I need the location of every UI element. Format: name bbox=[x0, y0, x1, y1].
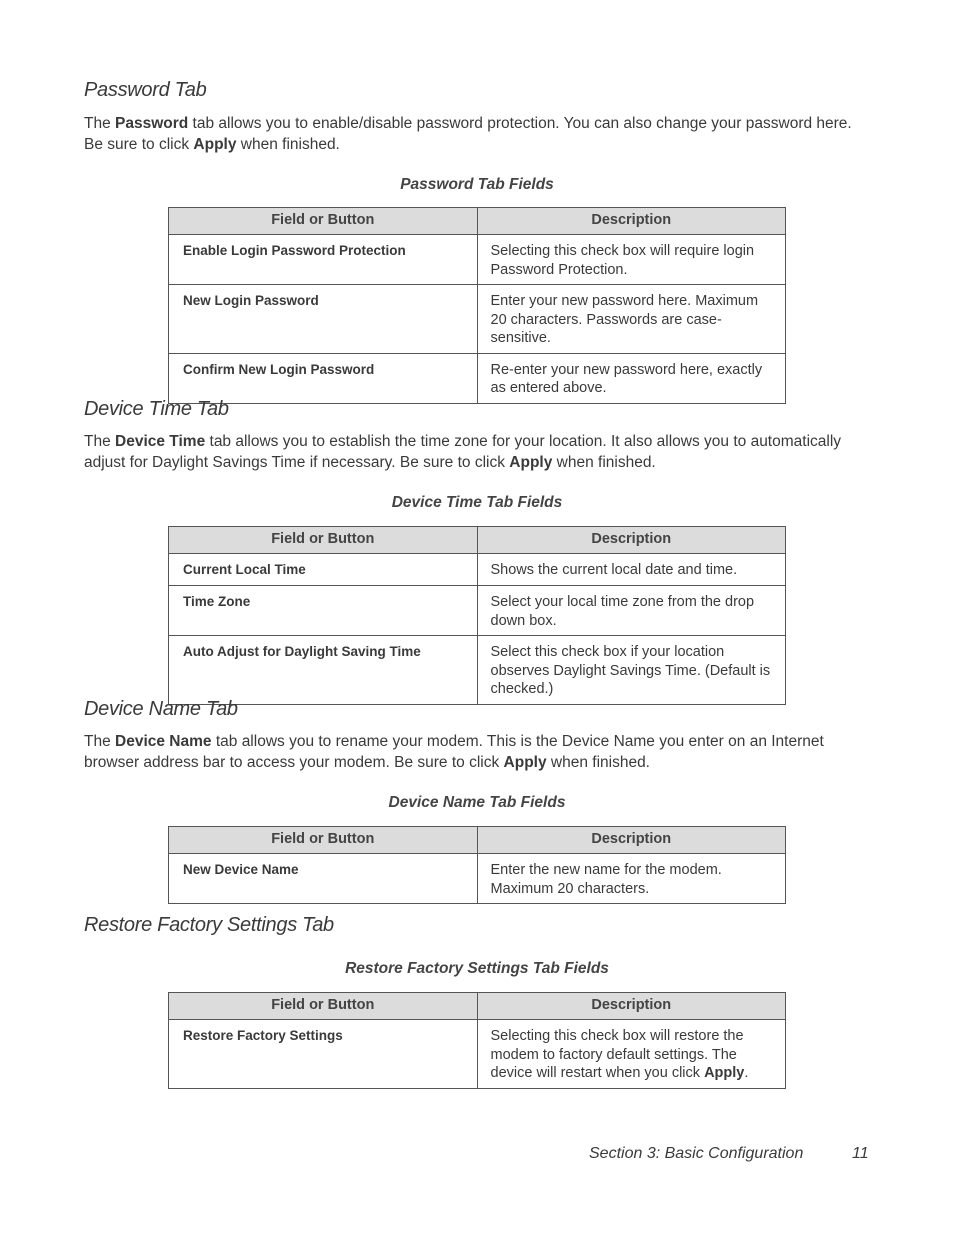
text-run: The bbox=[84, 733, 116, 750]
column-header-field: Field or Button bbox=[169, 827, 478, 854]
field-name-cell: Time Zone bbox=[169, 586, 478, 636]
section-heading-device-name: Device Name Tab bbox=[84, 698, 238, 720]
table-row bbox=[169, 636, 786, 705]
text-run: Selecting this check box will restore the modem to factory default settings. The device will restart when you click bbox=[490, 1028, 744, 1081]
table-row bbox=[169, 854, 786, 904]
text-run: Enter the new name for the modem. Maximum 20 characters. bbox=[490, 862, 722, 897]
text-run: Shows the current local date and time. bbox=[490, 562, 738, 578]
fields-table-device-time bbox=[168, 526, 786, 705]
text-run: Enter your new password here. Maximum 20 characters. Passwords are case-sensitive. bbox=[490, 293, 759, 346]
field-description-cell bbox=[477, 285, 786, 354]
table-row bbox=[169, 586, 786, 636]
field-description-cell bbox=[477, 1020, 786, 1089]
text-run: tab allows you to establish the time zone for your location. It also allows you to automatically adjust for Daylight Savings Time if necessary. Be sure to click bbox=[84, 433, 842, 471]
table-caption-device-name: Device Name Tab Fields bbox=[388, 794, 566, 811]
field-name-cell: New Login Password bbox=[169, 285, 478, 354]
table-row bbox=[169, 285, 786, 354]
section-intro-password bbox=[84, 113, 874, 155]
field-name-cell: Confirm New Login Password bbox=[169, 353, 478, 403]
table-row bbox=[169, 235, 786, 285]
field-description-cell bbox=[477, 554, 786, 586]
table-header-row bbox=[169, 993, 786, 1020]
bold-term: Device Time bbox=[115, 433, 206, 450]
text-run: Select this check box if your location observes Daylight Savings Time. (Default is checked.) bbox=[490, 644, 771, 697]
field-name-cell: Enable Login Password Protection bbox=[169, 235, 478, 285]
table-row bbox=[169, 353, 786, 403]
section-intro-device-name bbox=[84, 731, 874, 773]
table-header-row bbox=[169, 827, 786, 854]
table-row bbox=[169, 1020, 786, 1089]
field-name-cell: Auto Adjust for Daylight Saving Time bbox=[169, 636, 478, 705]
field-description-cell bbox=[477, 353, 786, 403]
section-heading-password: Password Tab bbox=[84, 79, 207, 101]
field-description-cell bbox=[477, 235, 786, 285]
column-header-description: Description bbox=[477, 527, 786, 554]
column-header-description: Description bbox=[477, 827, 786, 854]
field-description-cell bbox=[477, 586, 786, 636]
text-run: Re-enter your new password here, exactly as entered above. bbox=[490, 361, 763, 396]
table-header-row bbox=[169, 527, 786, 554]
bold-term: Password bbox=[115, 115, 189, 132]
column-header-field: Field or Button bbox=[169, 527, 478, 554]
footer-page-number: 11 bbox=[852, 1145, 869, 1162]
bold-term: Apply bbox=[503, 754, 547, 771]
section-intro-device-time bbox=[84, 431, 874, 473]
text-run: Selecting this check box will require login Password Protection. bbox=[490, 243, 755, 278]
bold-term: Apply bbox=[509, 454, 553, 471]
field-description-cell bbox=[477, 854, 786, 904]
table-caption-device-time: Device Time Tab Fields bbox=[391, 494, 563, 511]
text-run: when finished. bbox=[552, 454, 656, 471]
field-name-cell: Current Local Time bbox=[169, 554, 478, 586]
bold-term: Apply bbox=[704, 1065, 745, 1081]
table-caption-password: Password Tab Fields bbox=[400, 176, 554, 193]
text-run: when finished. bbox=[236, 136, 340, 153]
text-run: tab allows you to rename your modem. This is the Device Name you enter on an Internet browser address bar to access your modem. Be sure to click bbox=[84, 733, 824, 771]
fields-table-password bbox=[168, 207, 786, 404]
table-caption-restore: Restore Factory Settings Tab Fields bbox=[345, 960, 609, 977]
text-run: when finished. bbox=[546, 754, 650, 771]
text-run: Select your local time zone from the drop down box. bbox=[490, 594, 755, 629]
table-row bbox=[169, 554, 786, 586]
text-run: tab allows you to enable/disable password protection. You can also change your password here. Be sure to click bbox=[84, 115, 852, 153]
column-header-field: Field or Button bbox=[169, 208, 478, 235]
field-name-cell: Restore Factory Settings bbox=[169, 1020, 478, 1089]
text-run: The bbox=[84, 433, 116, 450]
column-header-description: Description bbox=[477, 208, 786, 235]
section-heading-restore: Restore Factory Settings Tab bbox=[84, 914, 334, 936]
footer-section-label: Section 3: Basic Configuration bbox=[589, 1145, 804, 1162]
fields-table-device-name bbox=[168, 826, 786, 904]
field-description-cell bbox=[477, 636, 786, 705]
column-header-description: Description bbox=[477, 993, 786, 1020]
text-run: The bbox=[84, 115, 116, 132]
section-heading-device-time: Device Time Tab bbox=[84, 398, 229, 420]
column-header-field: Field or Button bbox=[169, 993, 478, 1020]
fields-table-restore bbox=[168, 992, 786, 1089]
field-name-cell: New Device Name bbox=[169, 854, 478, 904]
bold-term: Apply bbox=[193, 136, 237, 153]
bold-term: Device Name bbox=[115, 733, 212, 750]
table-header-row bbox=[169, 208, 786, 235]
text-run: . bbox=[744, 1065, 749, 1081]
